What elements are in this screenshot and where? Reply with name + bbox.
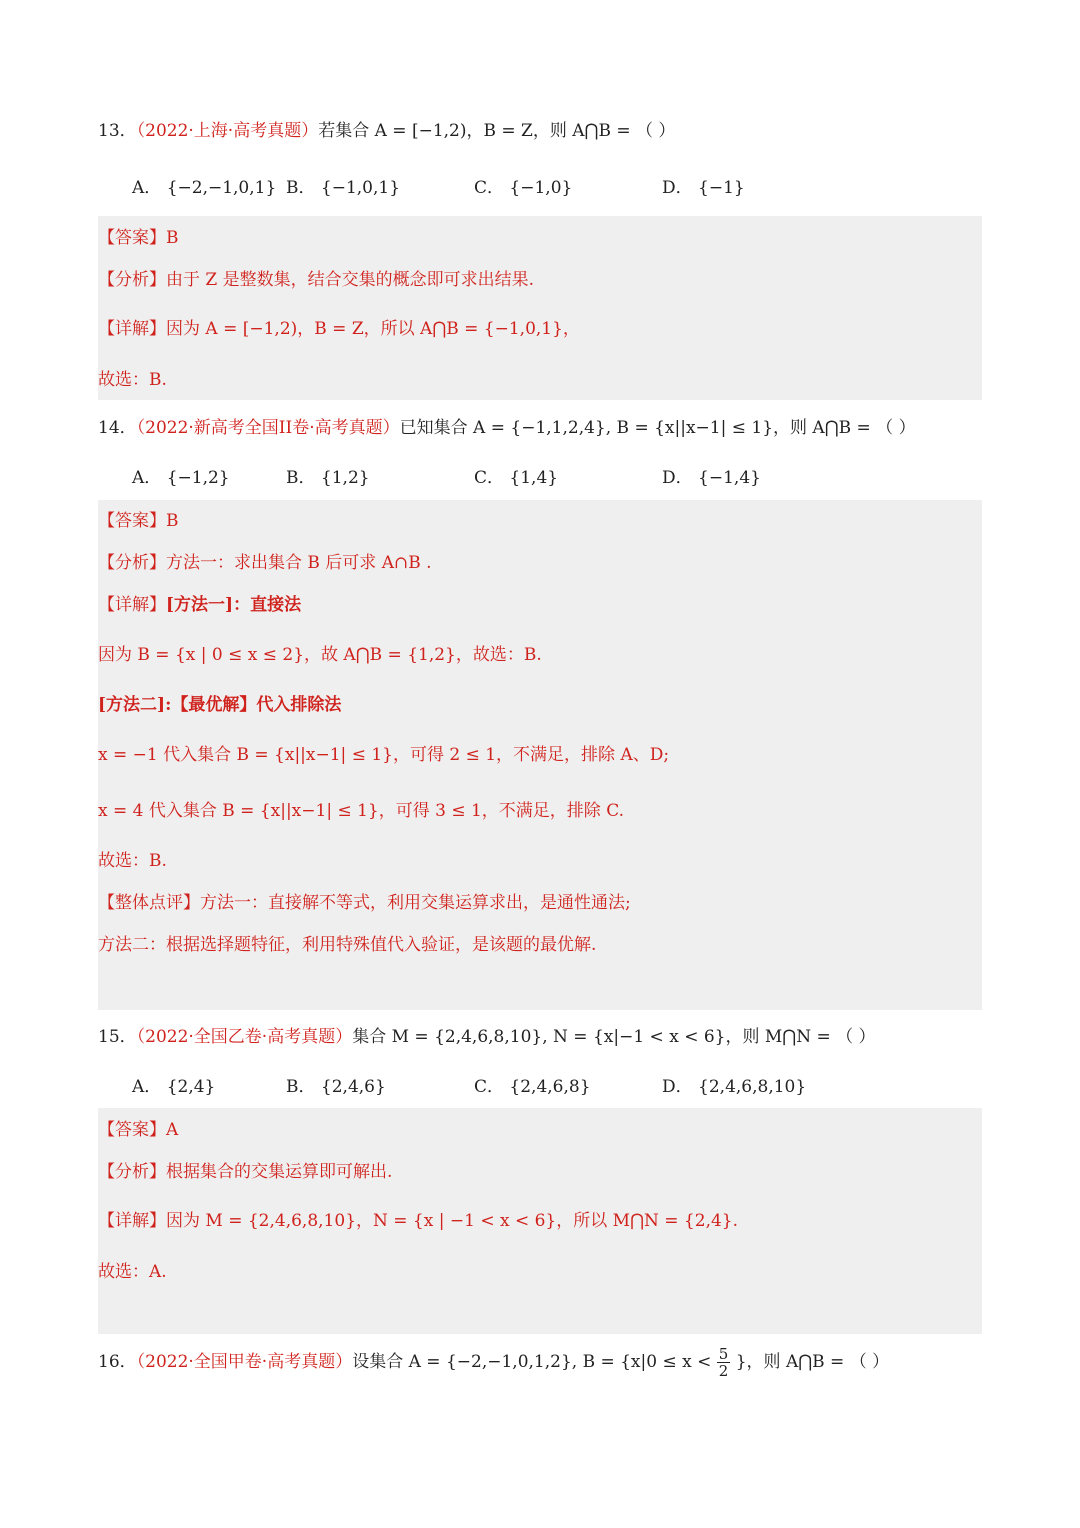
q15-option-c: C． {2,4,6,8} — [474, 1077, 591, 1097]
q14-number: 14． — [98, 418, 137, 438]
q14-stem-line — [98, 416, 916, 440]
q14-source: （2022·新高考全国II卷·高考真题） — [136, 418, 400, 438]
q16-stem-a: 设集合 A = {−2,−1,0,1,2}, B = {x|0 ≤ x < — [352, 1352, 712, 1372]
q14-method2-line1: x = −1 代入集合 B = {x||x−1| ≤ 1}，可得 2 ≤ 1，不满足，排除 A、D; — [98, 745, 670, 765]
q16-stem-b: }，则 A⋂B = （ ） — [735, 1352, 890, 1372]
q13-option-c: C． {−1,0} — [474, 178, 573, 198]
q13-stem: 若集合 A = [−1,2)，B = Z，则 A⋂B = （ ） — [318, 121, 676, 141]
q14-analysis: 【分析】方法一：求出集合 B 后可求 A∩B . — [98, 553, 432, 573]
q14-option-d: D． {−1,4} — [662, 468, 761, 488]
q14-review-1: 【整体点评】方法一：直接解不等式，利用交集运算求出，是通性通法; — [98, 893, 631, 913]
q15-number: 15． — [98, 1027, 137, 1047]
q13-source: （2022·上海·高考真题） — [136, 121, 319, 141]
q13-option-d: D． {−1} — [662, 178, 745, 198]
q14-option-a: A． {−1,2} — [132, 468, 230, 488]
q15-source: （2022·全国乙卷·高考真题） — [136, 1027, 353, 1047]
q15-stem: 集合 M = {2,4,6,8,10}, N = {x|−1 < x < 6}，则 M⋂N = （ ） — [352, 1027, 876, 1047]
q15-analysis: 【分析】根据集合的交集运算即可解出. — [98, 1162, 393, 1182]
q13-answer: 【答案】B — [98, 228, 179, 248]
q15-option-b: B． {2,4,6} — [286, 1077, 386, 1097]
q14-stem: 已知集合 A = {−1,1,2,4}, B = {x||x−1| ≤ 1}，则 A⋂B = （ ） — [399, 418, 916, 438]
q14-choose: 故选：B. — [98, 851, 167, 871]
q13-analysis: 【分析】由于 Z 是整数集，结合交集的概念即可求出结果. — [98, 270, 535, 290]
q14-option-b: B． {1,2} — [286, 468, 370, 488]
q14-method1-body: 因为 B = {x | 0 ≤ x ≤ 2}，故 A⋂B = {1,2}，故选：B. — [98, 645, 542, 665]
q16-number: 16． — [98, 1352, 137, 1372]
q15-option-d: D． {2,4,6,8,10} — [662, 1077, 807, 1097]
q13-option-a: A． {−2,−1,0,1} — [132, 178, 277, 198]
q16-source: （2022·全国甲卷·高考真题） — [136, 1352, 353, 1372]
q15-stem-line — [98, 1025, 876, 1049]
q14-detail-heading: 【详解】[方法一]：直接法 — [98, 595, 302, 615]
q14-method2-line2: x = 4 代入集合 B = {x||x−1| ≤ 1}，可得 3 ≤ 1，不满足，排除 C. — [98, 801, 625, 821]
q13-detail: 【详解】因为 A = [−1,2)，B = Z，所以 A⋂B = {−1,0,1}， — [98, 319, 580, 339]
q14-review-2: 方法二：根据选择题特征，利用特殊值代入验证，是该题的最优解. — [98, 935, 597, 955]
q15-answer: 【答案】A — [98, 1120, 179, 1140]
q14-answer: 【答案】B — [98, 511, 179, 531]
q15-choose: 故选：A. — [98, 1262, 167, 1282]
q14-method2-title: [方法二]:【最优解】代入排除法 — [98, 695, 342, 715]
q13-option-b: B． {−1,0,1} — [286, 178, 401, 198]
q16-stem-line — [98, 1338, 889, 1386]
q13-solution-box — [98, 216, 982, 400]
q13-number: 13． — [98, 121, 137, 141]
q13-stem-line — [98, 119, 675, 143]
q15-option-a: A． {2,4} — [132, 1077, 216, 1097]
q14-option-c: C． {1,4} — [474, 468, 559, 488]
q16-fraction: $\frac{5}{2}$ — [718, 1345, 729, 1380]
q15-detail: 【详解】因为 M = {2,4,6,8,10}，N = {x | −1 < x < 6}，所以 M⋂N = {2,4}. — [98, 1211, 739, 1231]
q13-choose: 故选：B. — [98, 370, 167, 390]
